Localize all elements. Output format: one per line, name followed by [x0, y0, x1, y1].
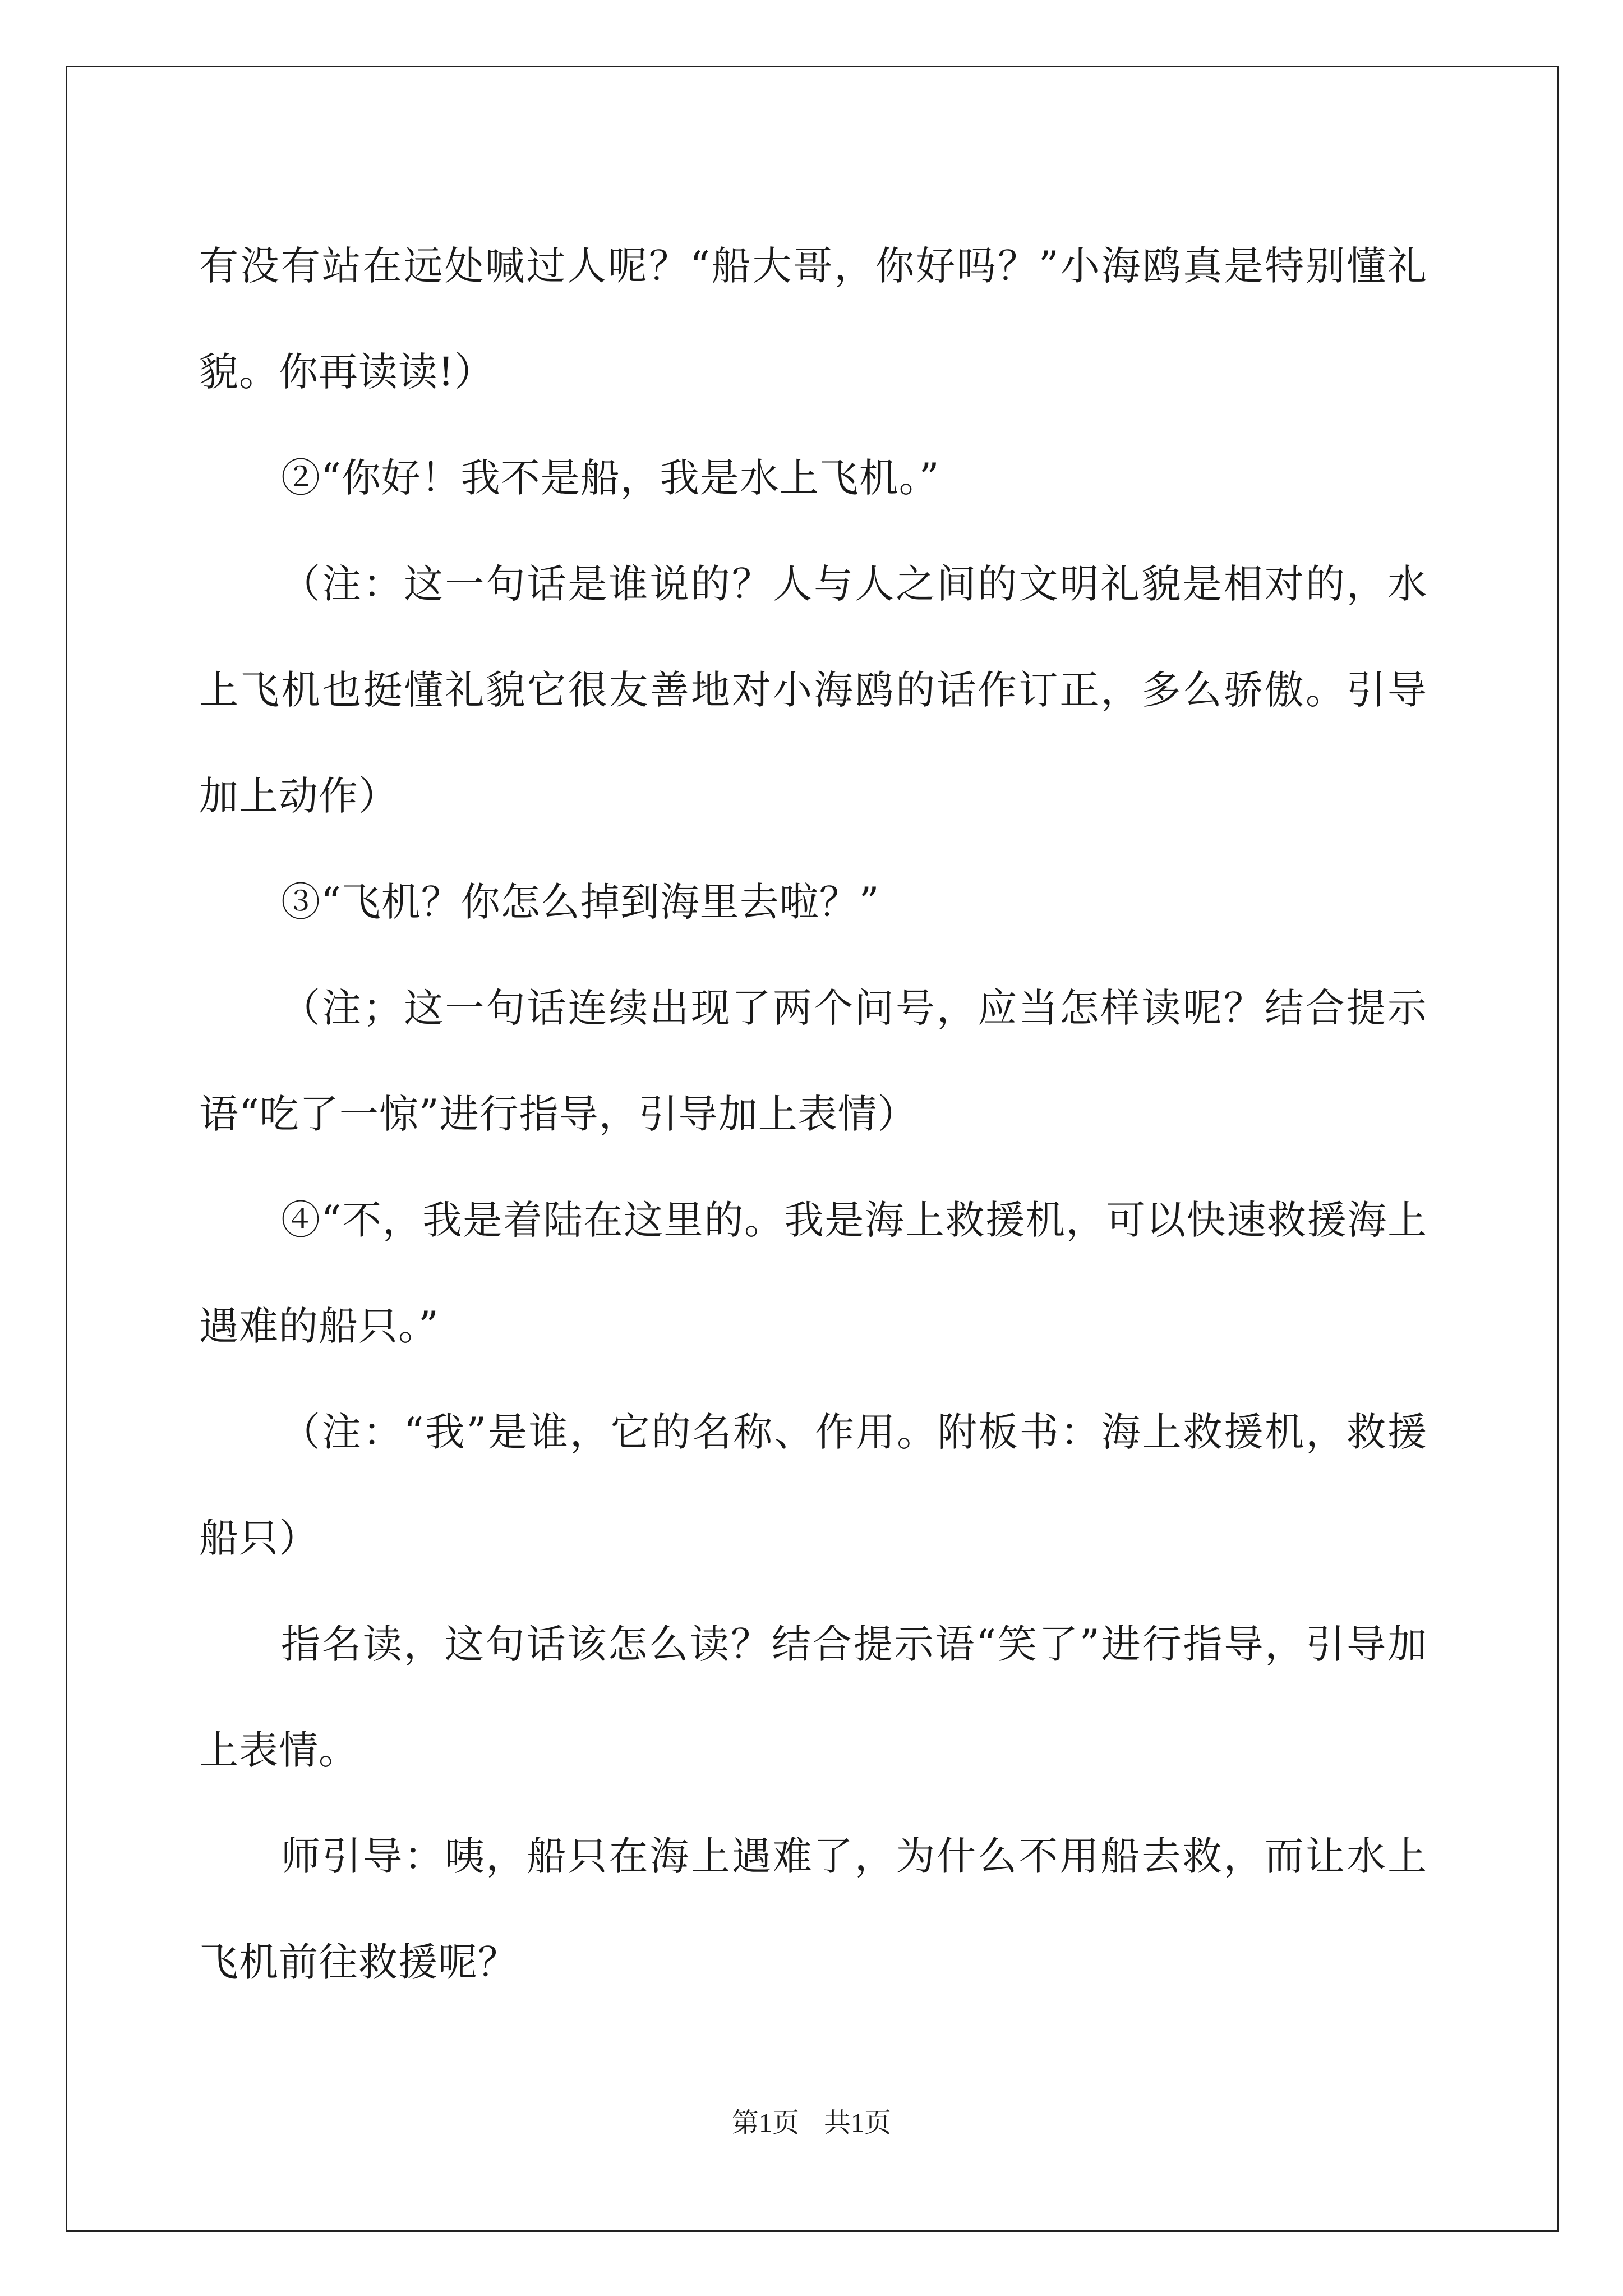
page-footer — [0, 2101, 1623, 2139]
paragraph-4: ③“飞机？你怎么掉到海里去啦？” — [281, 879, 880, 925]
paragraph-2: ②“你好！我不是船，我是水上飞机。” — [281, 455, 940, 501]
paragraph-7: （注：“我”是谁，它的名称、作用。附板书：海上救援机，救援船只） — [199, 1409, 1427, 1561]
paragraph-5: （注；这一句话连续出现了两个问号，应当怎样读呢？结合提示语“吃了一惊”进行指导，引导加上表情） — [199, 985, 1427, 1137]
paragraph-6: ④“不，我是着陆在这里的。我是海上救援机，可以快速救援海上遇难的船只。” — [199, 1197, 1427, 1349]
paragraph-9: 师引导：咦，船只在海上遇难了，为什么不用船去救，而让水上飞机前往救援呢？ — [199, 1833, 1427, 1985]
page-number: 第1页 — [731, 2108, 799, 2138]
paragraph-8: 指名读，这句话该怎么读？结合提示语“笑了”进行指导，引导加上表情。 — [199, 1621, 1427, 1773]
document-body — [199, 213, 1427, 2016]
paragraph-1: 有没有站在远处喊过人呢？“船大哥，你好吗？”小海鸥真是特别懂礼貌。你再读读!） — [199, 243, 1427, 395]
paragraph-3: （注：这一句话是谁说的？人与人之间的文明礼貌是相对的，水上飞机也挺懂礼貌它很友善地对小海鸥的话作订正，多么骄傲。引导加上动作） — [199, 561, 1427, 819]
page-total: 共1页 — [824, 2108, 892, 2138]
